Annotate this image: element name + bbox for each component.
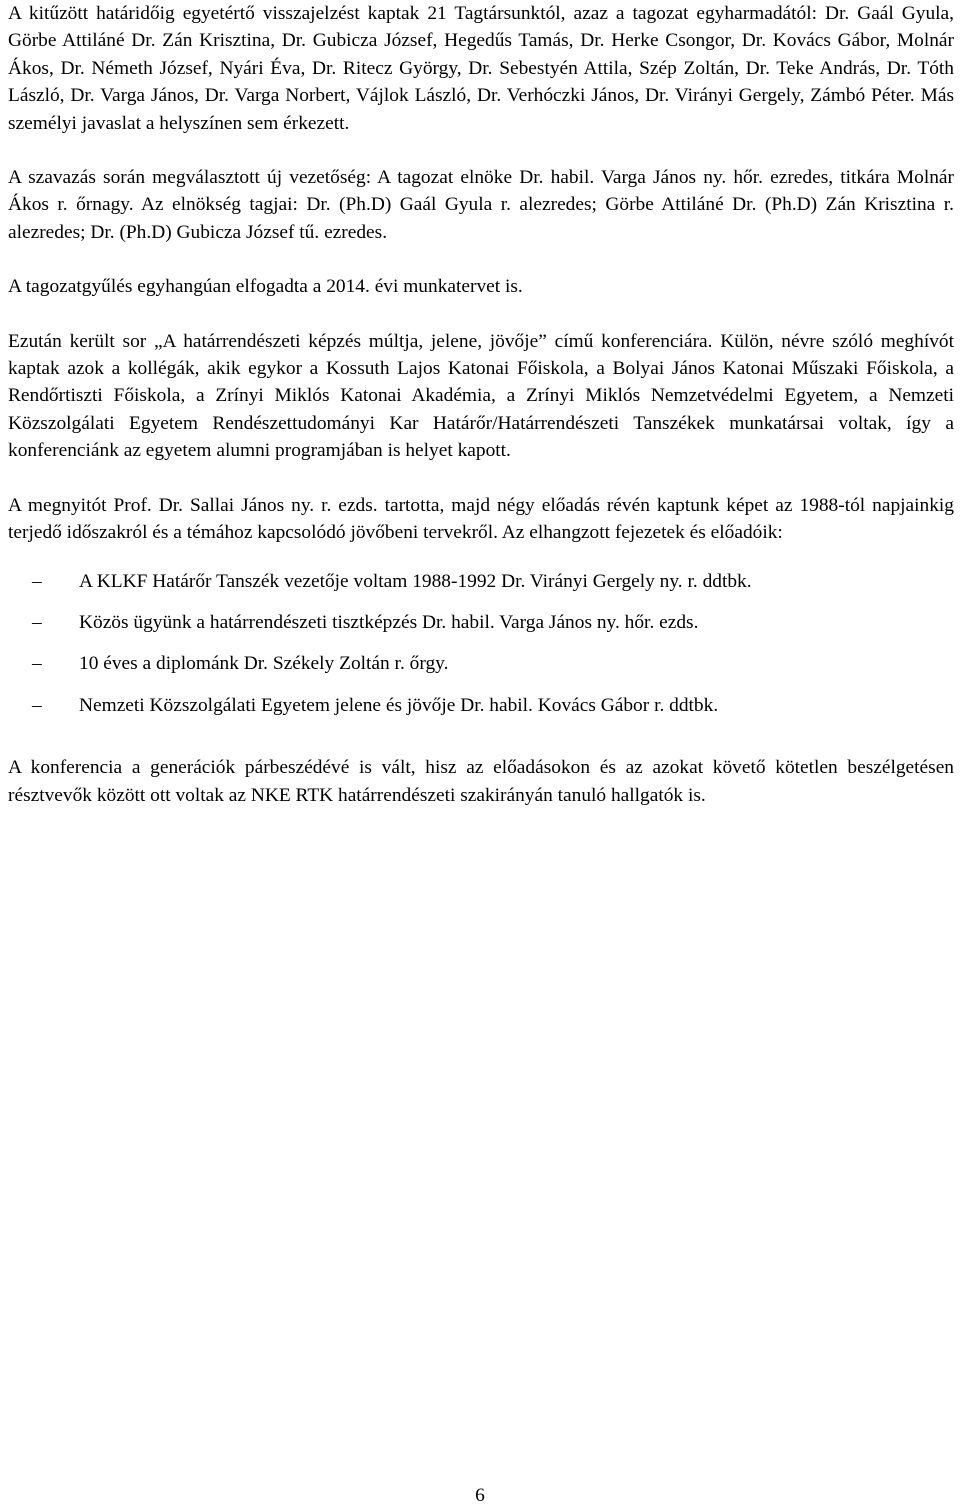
list-item	[8, 568, 954, 595]
list-item	[8, 609, 954, 636]
list-item-text: 10 éves a diplománk Dr. Székely Zoltán r. őrgy.	[79, 653, 449, 675]
dash-bullet: –	[32, 653, 42, 675]
paragraph-workplan: A tagozatgyűlés egyhangúan elfogadta a 2014. évi munkatervet is.	[8, 276, 523, 298]
paragraph-opening: A megnyitót Prof. Dr. Sallai János ny. r. ezds. tartotta, majd négy előadás révén kaptunk képet az 1988-tól napjainkig terjedő időszakról és a témához kapcsolódó jövőbeni tervekről. Az elhangzott fejezetek és előadóik:	[8, 494, 954, 544]
paragraph-conference: Ezután került sor „A határrendészeti képzés múltja, jelene, jövője” című konferenciára. Külön, névre szóló meghívót kaptak azok a kollégák, akik egykor a Kossuth Lajos Katonai Főiskola, a Bolyai János Katonai Műszaki Főiskola, a Rendőrtiszti Főiskola, a Zrínyi Miklós Katonai Akadémia, a Zrínyi Miklós Nemzetvédelmi Egyetem, a Nemzeti Közszolgálati Egyetem Rendészettudományi Kar Határőr/Határrendészeti Tanszékek munkatársai voltak, így a konferenciánk az egyetem alumni programjában is helyet kapott.	[8, 330, 954, 462]
list-item-text: Nemzeti Közszolgálati Egyetem jelene és jövője Dr. habil. Kovács Gábor r. ddtbk.	[79, 694, 719, 716]
dash-bullet: –	[32, 694, 42, 716]
paragraph-feedback: A kitűzött határidőig egyetértő visszajelzést kaptak 21 Tagtársunktól, azaz a tagozat egyharmadától: Dr. Gaál Gyula, Görbe Attiláné Dr. Zán Krisztina, Dr. Gubicza József, Hegedűs Tamás, Dr. Herke Csongor, Dr. Kovács Gábor, Molnár Ákos, Dr. Németh József, Nyári Éva, Dr. Ritecz György, Dr. Sebestyén Attila, Szép Zoltán, Dr. Teke András, Dr. Tóth László, Dr. Varga János, Dr. Varga Norbert, Vájlok László, Dr. Verhóczki János, Dr. Virányi Gergely, Zámbó Péter. Más személyi javaslat a helyszínen sem érkezett.	[8, 3, 954, 134]
lecture-list	[8, 568, 954, 720]
paragraph-dialogue: A konferencia a generációk párbeszédévé is vált, hisz az előadásokon és az azokat követő kötetlen beszélgetésen résztvevők között ott voltak az NKE RTK határrendészeti szakirányán tanuló hallgatók is.	[8, 757, 954, 806]
list-item-text: A KLKF Határőr Tanszék vezetője voltam 1988-1992 Dr. Virányi Gergely ny. r. ddtbk.	[79, 570, 752, 592]
document-page	[8, 0, 954, 809]
dash-bullet: –	[32, 570, 42, 592]
page-number: 6	[475, 1485, 485, 1506]
dash-bullet: –	[32, 611, 42, 633]
list-item	[8, 650, 954, 677]
list-item-text: Közös ügyünk a határrendészeti tisztképzés Dr. habil. Varga János ny. hőr. ezds.	[79, 611, 699, 633]
paragraph-elected-leadership: A szavazás során megválasztott új vezetőség: A tagozat elnöke Dr. habil. Varga János ny. hőr. ezredes, titkára Molnár Ákos r. őrnagy. Az elnökség tagjai: Dr. (Ph.D) Gaál Gyula r. alezredes; Görbe Attiláné Dr. (Ph.D) Zán Krisztina r. alezredes; Dr. (Ph.D) Gubicza József tű. ezredes.	[8, 167, 954, 243]
list-item	[8, 692, 954, 719]
